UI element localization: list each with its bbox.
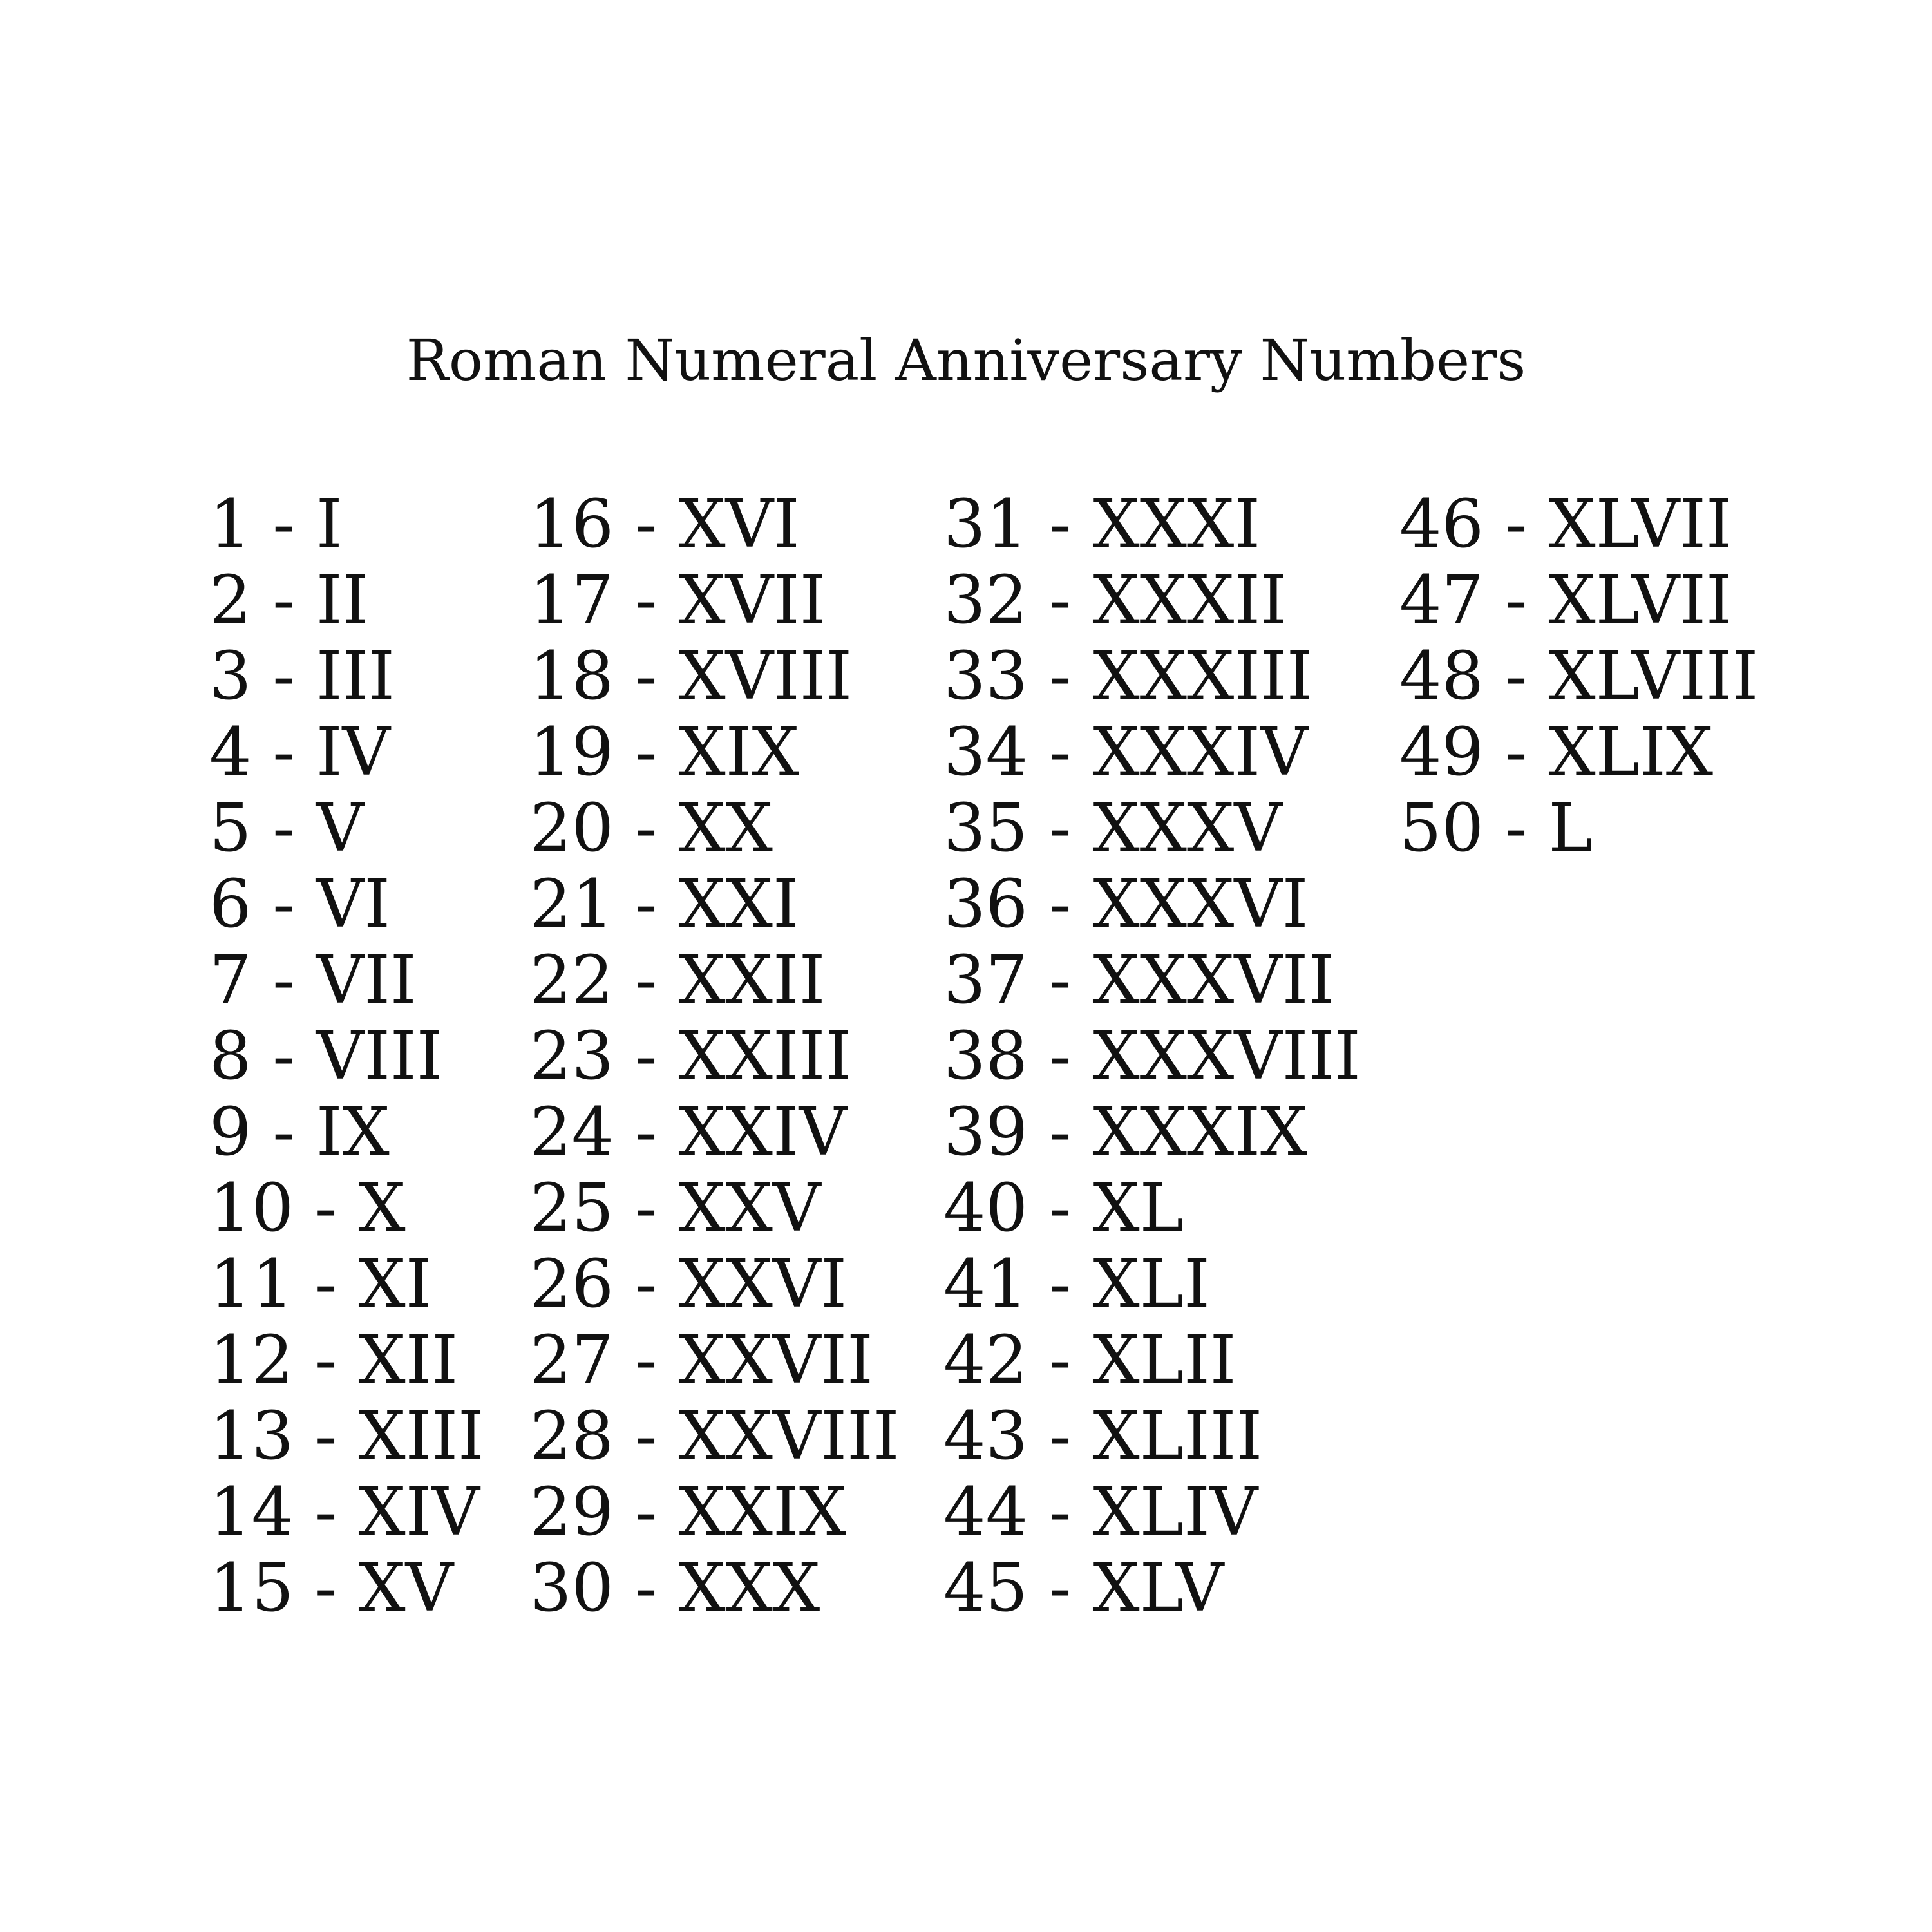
numeral-entry: 11 - XI xyxy=(209,1245,432,1323)
numeral-entry: 38 - XXXVIII xyxy=(943,1018,1361,1095)
numeral-entry: 31 - XXXI xyxy=(943,486,1261,563)
numeral-entry: 22 - XXII xyxy=(529,942,826,1019)
numeral-entry: 41 - XLI xyxy=(943,1245,1210,1323)
numeral-column-1 xyxy=(209,486,484,1626)
numeral-entry: 21 - XXI xyxy=(529,866,799,943)
numeral-entry: 43 - XLIII xyxy=(943,1397,1263,1475)
numeral-entry: 7 - VII xyxy=(209,942,417,1019)
numeral-entry: 30 - XXX xyxy=(529,1549,820,1627)
numeral-entry: 29 - XXIX xyxy=(529,1473,847,1551)
numeral-entry: 14 - XIV xyxy=(209,1473,480,1551)
numeral-entry: 20 - XX xyxy=(529,790,773,867)
numeral-entry: 33 - XXXIII xyxy=(943,638,1313,715)
numeral-entry: 45 - XLV xyxy=(943,1549,1224,1627)
numeral-column-2 xyxy=(529,486,899,1626)
numeral-entry: 16 - XVI xyxy=(529,486,800,563)
numeral-entry: 27 - XXVII xyxy=(529,1321,873,1399)
numeral-entry: 4 - IV xyxy=(209,714,390,791)
numeral-entry: 5 - V xyxy=(209,790,365,867)
numeral-entry: 19 - XIX xyxy=(529,714,799,791)
numeral-entry: 39 - XXXIX xyxy=(943,1094,1308,1171)
page-title: Roman Numeral Anniversary Numbers xyxy=(406,327,1526,393)
numeral-entry: 3 - III xyxy=(209,638,395,715)
numeral-entry: 46 - XLVII xyxy=(1399,486,1732,563)
numeral-entry: 35 - XXXV xyxy=(943,790,1282,867)
numeral-entry: 1 - I xyxy=(209,486,343,563)
numeral-entry: 25 - XXV xyxy=(529,1170,821,1247)
numeral-entry: 48 - XLVIII xyxy=(1399,638,1759,715)
numeral-entry: 37 - XXXVII xyxy=(943,942,1335,1019)
numeral-entry: 18 - XVIII xyxy=(529,638,853,715)
numeral-entry: 28 - XXVIII xyxy=(529,1397,900,1475)
numeral-entry: 2 - II xyxy=(209,562,369,639)
numeral-entry: 42 - XLII xyxy=(943,1321,1236,1399)
numeral-entry: 40 - XL xyxy=(943,1170,1184,1247)
numeral-column-3 xyxy=(943,486,1361,1626)
numeral-entry: 36 - XXXVI xyxy=(943,866,1309,943)
numeral-entry: 17 - XVII xyxy=(529,562,826,639)
numeral-column-4 xyxy=(1399,486,1758,866)
numeral-entry: 49 - XLIX xyxy=(1399,714,1714,791)
numeral-entry: 10 - X xyxy=(209,1170,406,1247)
numeral-entry: 9 - IX xyxy=(209,1094,390,1171)
numeral-entry: 44 - XLIV xyxy=(943,1473,1258,1551)
numeral-entry: 8 - VIII xyxy=(209,1018,443,1095)
numeral-entry: 15 - XV xyxy=(209,1549,454,1627)
numeral-entry: 50 - L xyxy=(1399,790,1593,867)
numeral-entry: 13 - XIII xyxy=(209,1397,484,1475)
numeral-entry: 24 - XXIV xyxy=(529,1094,848,1171)
numeral-entry: 23 - XXIII xyxy=(529,1018,852,1095)
numeral-entry: 34 - XXXIV xyxy=(943,714,1309,791)
numeral-entry: 12 - XII xyxy=(209,1321,459,1399)
numeral-entry: 32 - XXXII xyxy=(943,562,1287,639)
numeral-entry: 26 - XXVI xyxy=(529,1245,848,1323)
numeral-entry: 47 - XLVII xyxy=(1399,562,1732,639)
numeral-entry: 6 - VI xyxy=(209,866,390,943)
